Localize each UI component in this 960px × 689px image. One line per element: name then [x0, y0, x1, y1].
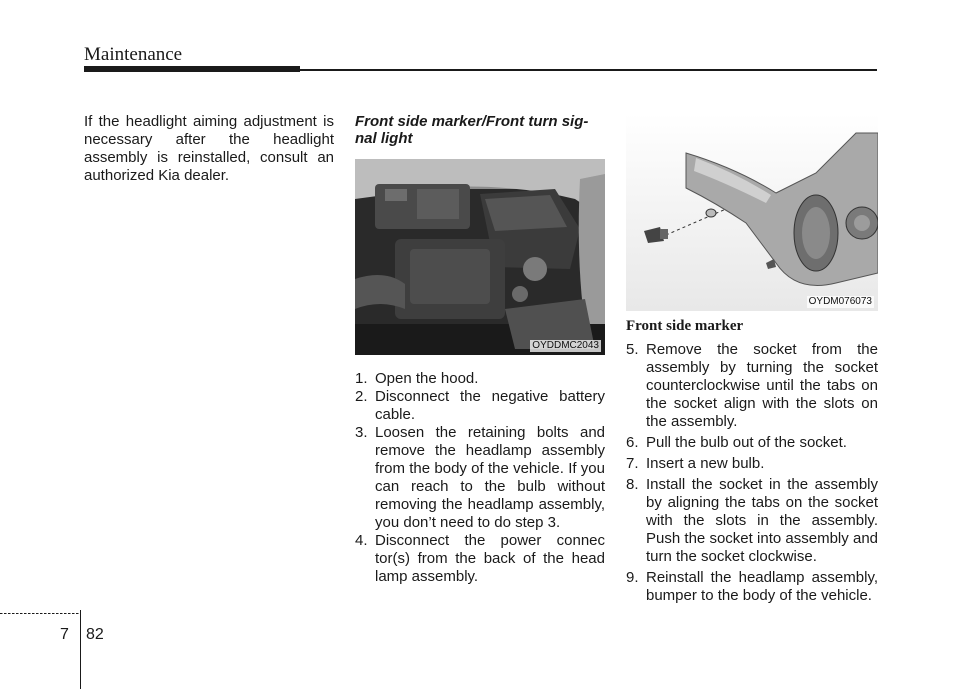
- chapter-number: 7: [60, 626, 69, 643]
- column-1: [84, 113, 334, 185]
- front-side-marker-heading: Front side marker: [626, 318, 744, 334]
- list-item: 3. Loosen the retaining bolts and remove the headlamp assembly from the body of the vehicle. If you can reach to the bulb without removing the headlamp assembly, you don’t need to do step 3.: [355, 424, 605, 531]
- list-item: 6. Pull the bulb out of the socket.: [626, 434, 847, 451]
- list-item: 9. Reinstall the headlamp assembly, bumper to the body of the vehicle.: [626, 569, 878, 604]
- engine-bay-photo: [355, 159, 605, 355]
- list-item: 1. Open the hood.: [355, 370, 479, 387]
- headlamp-assembly-illustration: [626, 113, 878, 311]
- steps-list-1: [355, 370, 605, 586]
- footer-dotted-line: [0, 613, 80, 614]
- subheading: Front side marker/Front turn sig-nal light: [355, 113, 589, 147]
- header-rule-thick: [84, 66, 300, 72]
- headlamp-diagram: [626, 113, 878, 311]
- page-number: 82: [86, 626, 104, 643]
- footer-vertical-rule: [80, 610, 81, 689]
- column-3: [626, 113, 878, 608]
- photo-code-label: OYDDMC2043: [532, 340, 599, 351]
- list-item: 7. Insert a new bulb.: [626, 455, 765, 472]
- list-item: 4. Disconnect the power connec tor(s) from the back of the head lamp assembly.: [355, 532, 605, 585]
- list-item: 8. Install the socket in the assembly by aligning the tabs on the socket with the slots in the assembly. Push the socket into assembly and turn the socket clockwise.: [626, 476, 878, 565]
- intro-paragraph: If the headlight aiming adjustment is necessary after the headlight assembly is reinstalled, consult an authorized Kia dealer.: [84, 113, 334, 184]
- section-title: Maintenance: [84, 44, 183, 65]
- list-item: 2. Disconnect the negative battery cable.: [355, 388, 605, 423]
- list-item: 5. Remove the socket from the assembly by turning the socket counterclockwise until the tabs on the socket align with the slots on the assembly.: [626, 341, 878, 430]
- photo-code-label: OYDM076073: [808, 296, 872, 307]
- steps-list-2: [626, 341, 878, 605]
- header-rule-thin: [300, 69, 877, 71]
- column-2: [355, 113, 605, 586]
- engine-bay-illustration: [355, 159, 605, 355]
